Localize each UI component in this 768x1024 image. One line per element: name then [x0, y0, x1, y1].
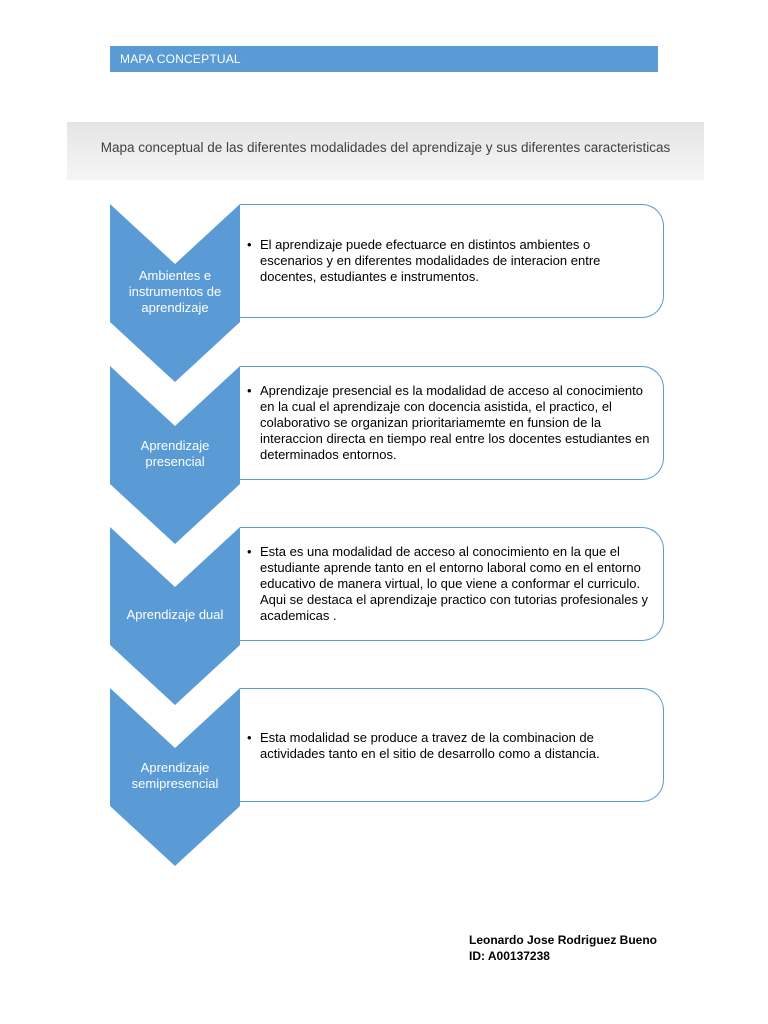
- step-label: [110, 607, 240, 623]
- header-label: MAPA CONCEPTUAL: [120, 52, 241, 66]
- author-id: ID: A00137238: [469, 949, 550, 963]
- description-text: El aprendizaje puede efectuarce en distintos ambientes o escenarios y en diferentes modalidades de interacion entre docentes, estudiantes e instrumentos.: [260, 237, 601, 284]
- step-label-line: instrumentos de: [128, 284, 222, 299]
- description-item: [247, 544, 653, 624]
- step-label-line: semipresencial: [131, 776, 219, 791]
- step-label-line: presencial: [145, 454, 205, 469]
- description-box: [240, 366, 664, 480]
- description-text: Esta modalidad se produce a travez de la combinacion de actividades tanto en el sitio de desarrollo como a distancia.: [260, 730, 600, 761]
- description-item: [247, 383, 653, 463]
- step-label: [110, 760, 240, 792]
- description-box: [240, 688, 664, 802]
- bullet-icon: •: [247, 383, 252, 398]
- step-label-line: Aprendizaje: [140, 438, 210, 453]
- header-bar: [110, 46, 658, 72]
- step-label-line: aprendizaje: [141, 300, 209, 315]
- step-label-line: Ambientes e: [138, 268, 212, 283]
- author-name: Leonardo Jose Rodriguez Bueno: [469, 933, 658, 947]
- description-box: [240, 204, 664, 318]
- description-item: [247, 237, 653, 285]
- author-block: [469, 932, 657, 964]
- bullet-icon: •: [247, 730, 252, 745]
- step-label-line: Aprendizaje dual: [126, 607, 224, 622]
- description-text: Aprendizaje presencial es la modalidad de acceso al conocimiento en la cual el aprendizaje con docencia asistida, el practico, el colaborativo se organizan prioritariamemte en funsion de la interaccion directa en tiempo real entre los docentes estudiantes en determinados entornos.: [260, 383, 650, 462]
- step-label-line: Aprendizaje: [140, 760, 210, 775]
- step-label: [110, 268, 240, 316]
- description-box: [240, 527, 664, 641]
- diagram-title: Mapa conceptual de las diferentes modalidades del aprendizaje y sus diferentes caracteristicas: [67, 122, 704, 180]
- description-item: [247, 730, 653, 762]
- step-label: [110, 438, 240, 470]
- bullet-icon: •: [247, 544, 252, 559]
- bullet-icon: •: [247, 237, 252, 252]
- description-text: Esta es una modalidad de acceso al conocimiento en la que el estudiante aprende tanto en el entorno laboral como en el entorno educativo de manera virtual, lo que viene a conformar el curriculo. Aqui se destaca el aprendizaje practico con tutorias profesionales y academicas .: [260, 544, 649, 623]
